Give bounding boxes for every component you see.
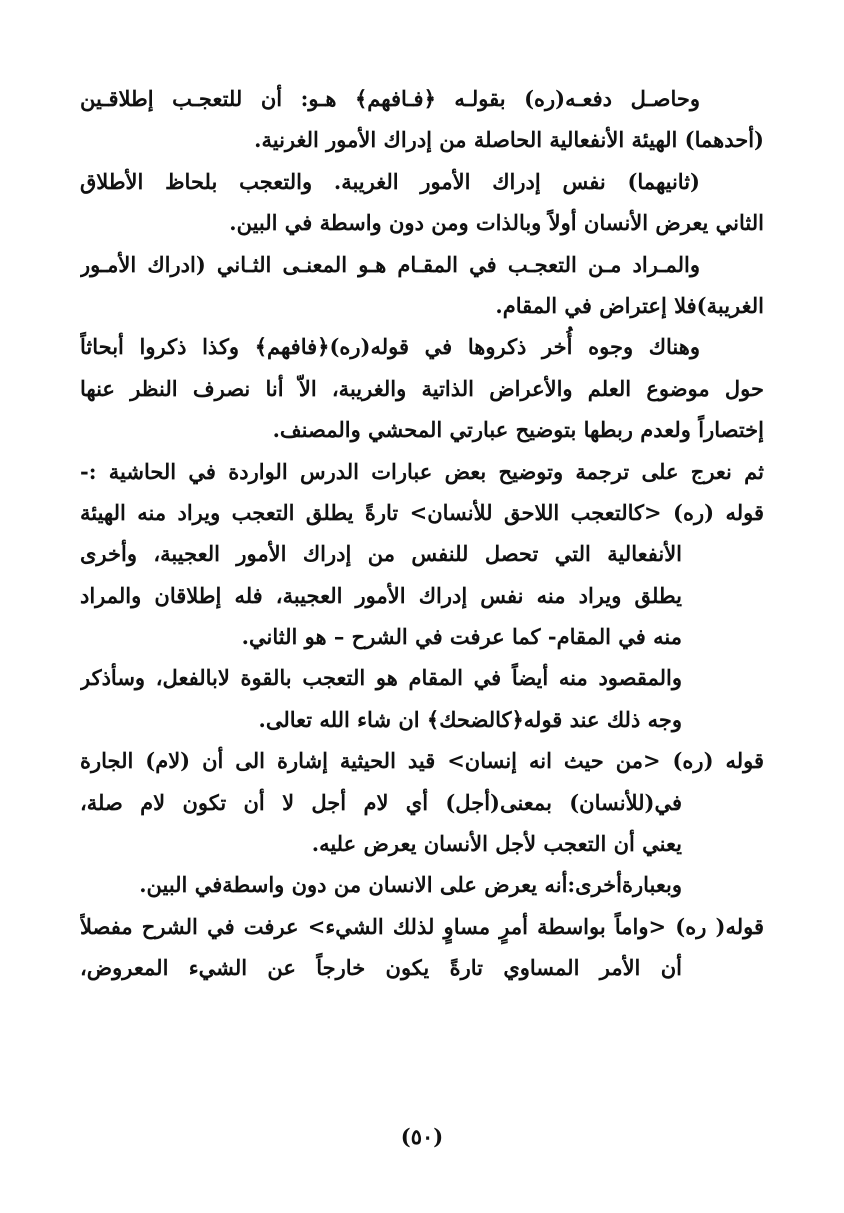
text-line: يعني أن التعجب لأجل الأنسان يعرض عليه.: [311, 831, 682, 857]
page-number: (٥٠): [400, 1124, 444, 1149]
text-line: الغريبة)فلا إعتراض في المقام.: [495, 292, 764, 318]
text-line: والمـراد مـن التعجـب في المقـام هـو المعنـى الثـاني (ادراك الأمـور: [80, 251, 700, 277]
text-line: الثاني يعرض الأنسان أولاً وبالذات ومن دون واسطة في البين.: [229, 210, 764, 236]
text-line: ثم نعرج على ترجمة وتوضيح بعض عبارات الدرس الواردة في الحاشية :-: [80, 458, 764, 484]
text-line: إختصاراً ولعدم ربطها بتوضيح عبارتي المحشي والمصنف.: [272, 417, 764, 443]
text-line: والمقصود منه أيضاً في المقام هو التعجب بالقوة لابالفعل، وسأذكر: [80, 665, 682, 691]
text-line: (ثانيهما) نفس إدراك الأمور الغريبة. والتعجب بلحاظ الأطلاق: [80, 168, 700, 194]
text-line: وحاصـل دفعـه(ره) بقولـه ﴿فـافهم﴾ هـو: أن للتعجـب إطلاقـين: [80, 86, 700, 111]
text-line: قوله (ره) <من حيث انه إنسان> قيد الحيثية إشارة الى أن (لام) الجارة: [80, 748, 764, 774]
text-line: وهناك وجوه أُخر ذكروها في قوله(ره)﴿فافهم﴾ وكذا ذكروا أبحاثاً: [80, 334, 700, 360]
text-line: منه في المقام- كما عرفت في الشرح – هو الثاني.: [241, 624, 682, 650]
text-line: وبعبارةأخرى:أنه يعرض على الانسان من دون واسطةفي البين.: [139, 872, 682, 898]
text-line: يطلق ويراد منه نفس إدراك الأمور العجيبة، فله إطلاقان والمراد: [80, 582, 682, 608]
text-line: (أحدهما) الهيئة الأنفعالية الحاصلة من إدراك الأمور الغرنية.: [254, 127, 764, 153]
text-line: قوله( ره) <واماً بواسطة أمرٍ مساوٍ لذلك الشيء> عرفت في الشرح مفصلاً: [80, 913, 764, 939]
text-line: الأنفعالية التي تحصل للنفس من إدراك الأمور العجيبة، وأخرى: [80, 541, 682, 567]
text-line: حول موضوع العلم والأعراض الذاتية والغريبة، الاّ أنا نصرف النظر عنها: [80, 375, 764, 401]
text-line: في(للأنسان) بمعنى(أجل) أي لام أجل لا أن تكون لام صلة،: [80, 789, 682, 815]
text-line: وجه ذلك عند قوله﴿كالضحك﴾ ان شاء الله تعالى.: [258, 706, 682, 732]
text-line: قوله (ره) <كالتعجب اللاحق للأنسان> تارةً يطلق التعجب ويراد منه الهيئة: [80, 499, 764, 525]
text-line: أن الأمر المساوي تارةً يكون خارجاً عن الشيء المعروض،: [80, 955, 682, 981]
